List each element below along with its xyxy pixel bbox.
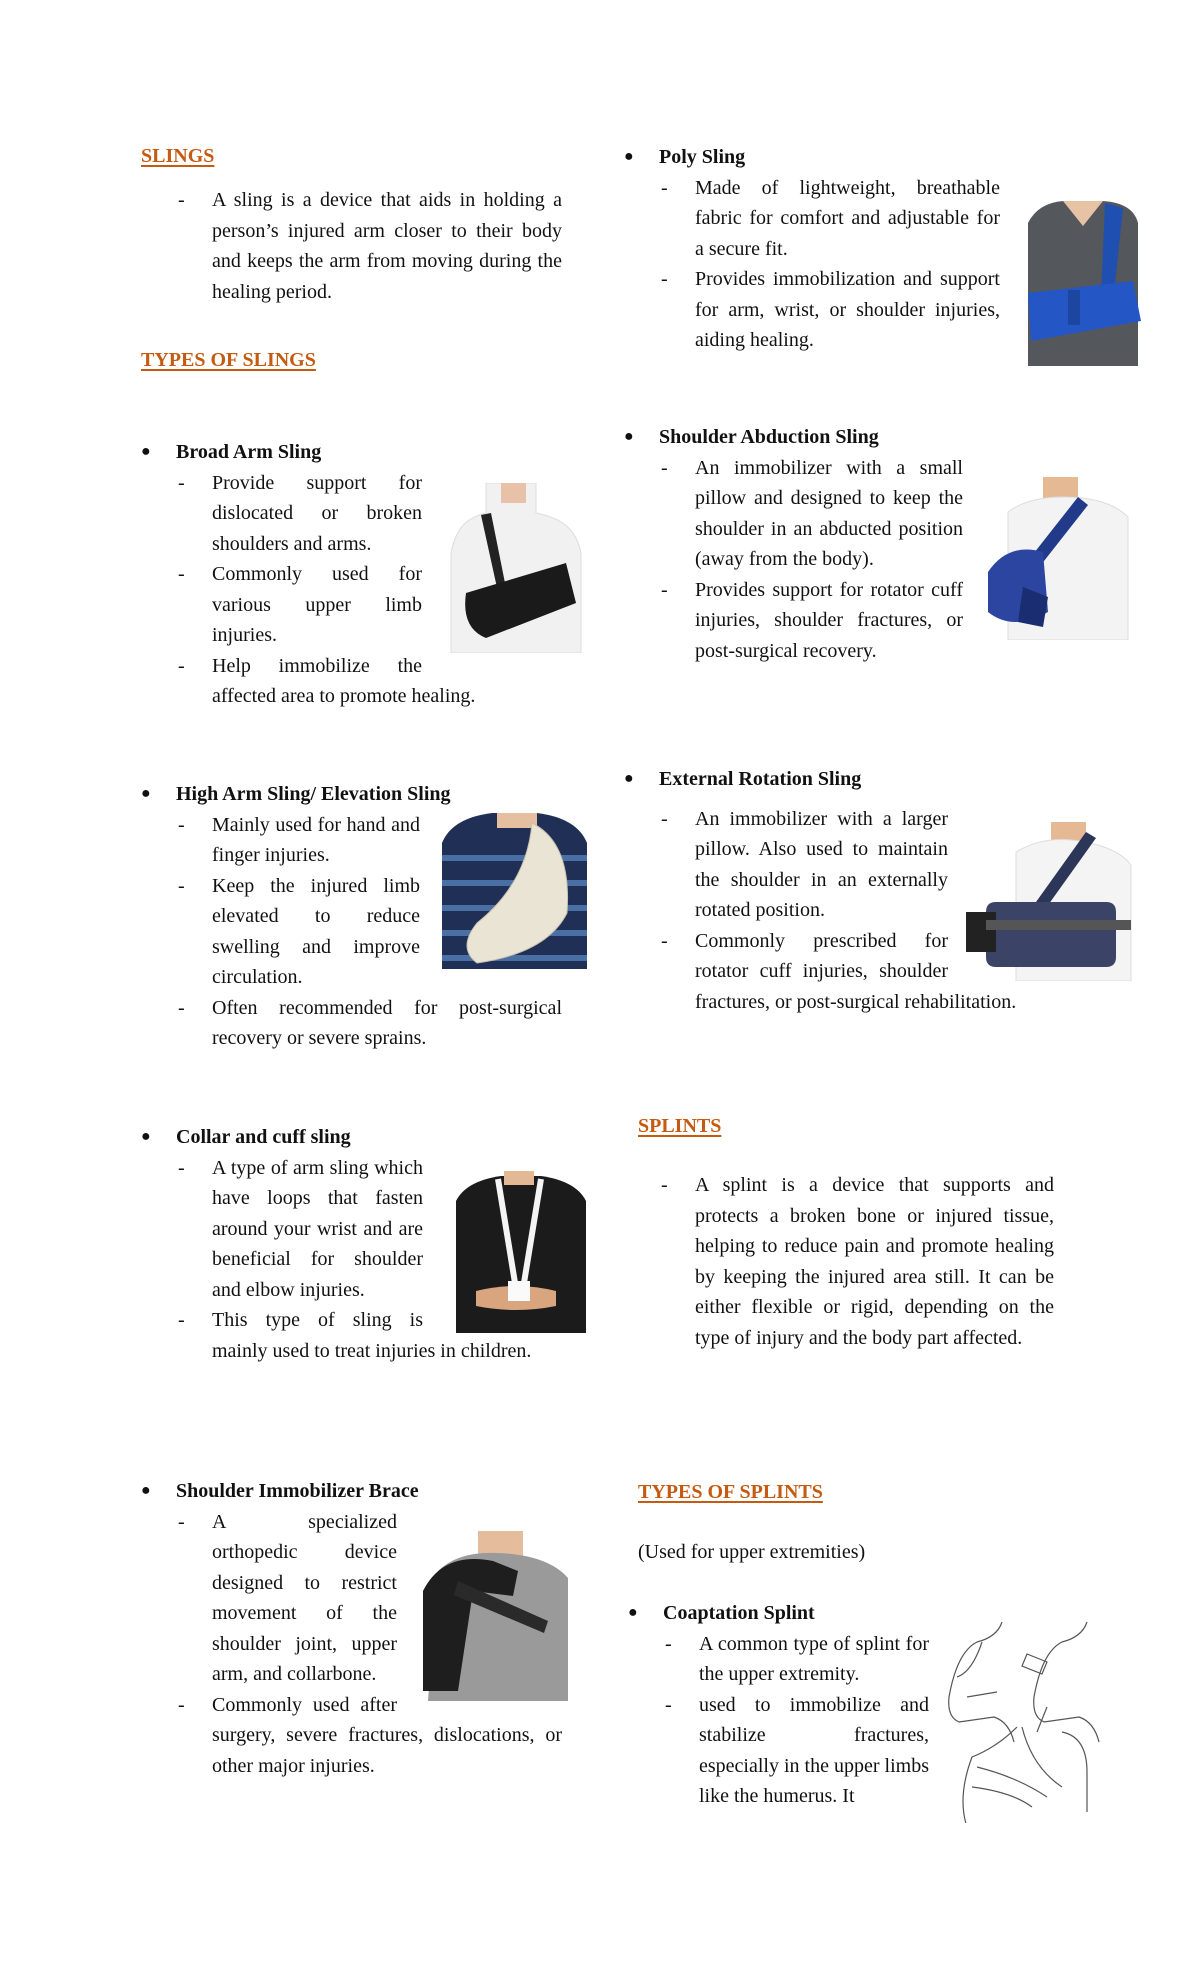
dash-bullet: -: [661, 456, 668, 479]
dash-bullet: -: [661, 807, 668, 830]
list-item: [178, 1690, 562, 1782]
slings-heading: SLINGS: [141, 145, 215, 167]
types-of-splints-heading: TYPES OF SPLINTS: [638, 1481, 823, 1503]
shoulder-abduction-sling-item: [624, 422, 1054, 666]
dash-bullet: -: [661, 268, 668, 290]
dash-bullet: -: [178, 471, 185, 494]
bullet-icon: ●: [624, 148, 634, 165]
poly-sling-item: [624, 142, 1054, 366]
dash-bullet: -: [178, 813, 185, 836]
point-text: Provide support for dislocated or broken shoulders and arms.: [212, 471, 422, 555]
external-rotation-sling-item: [624, 764, 1054, 1017]
list-item: [661, 173, 1054, 265]
list-item: [178, 1507, 562, 1690]
dash-bullet: -: [178, 996, 185, 1019]
point-text: Commonly prescribed for rotator cuff injuries, shoulder fractures, or post-surgical rehabilitation.: [695, 929, 1017, 1013]
item-title: Poly Sling: [659, 146, 746, 168]
bullet-icon: ●: [141, 1482, 151, 1499]
collar-and-cuff-sling-item: [141, 1122, 562, 1366]
list-item: [178, 871, 562, 993]
point-text: Commonly used after surgery, severe fractures, dislocations, or other major injuries.: [212, 1693, 562, 1777]
point-text: Commonly used for various upper limb injuries.: [212, 563, 422, 646]
point-text: Often recommended for post-surgical recovery or severe sprains.: [212, 996, 562, 1049]
splints-definition: [661, 1170, 1054, 1353]
definition-text: A sling is a device that aids in holding a person’s injured arm closer to their body and keeps the arm from moving during the healing period.: [212, 189, 562, 303]
list-item: [661, 575, 1054, 667]
dash-bullet: -: [178, 874, 185, 897]
point-text: Made of lightweight, breathable fabric for comfort and adjustable for a secure fit.: [695, 176, 1000, 260]
bullet-icon: ●: [624, 770, 634, 787]
point-text: Provides support for rotator cuff injuries, shoulder fractures, or post-surgical recovery.: [695, 578, 963, 662]
point-text: Keep the injured limb elevated to reduce swelling and improve circulation.: [212, 874, 420, 988]
bullet-icon: ●: [141, 1128, 151, 1145]
bullet-icon: ●: [141, 785, 151, 802]
point-text: used to immobilize and stabilize fractures, especially in the upper limbs like the humerus. It: [699, 1693, 929, 1807]
coaptation-splint-item: [628, 1598, 1054, 1823]
item-title: Coaptation Splint: [663, 1602, 815, 1624]
dash-bullet: -: [661, 1174, 668, 1196]
dash-bullet: -: [665, 1693, 672, 1716]
item-title: Shoulder Abduction Sling: [659, 426, 879, 448]
point-text: A type of arm sling which have loops that fasten around your wrist and are beneficial for shoulder and elbow injuries.: [212, 1156, 423, 1301]
list-item: [178, 810, 562, 871]
list-item: [178, 468, 562, 560]
splints-heading: SPLINTS: [638, 1115, 722, 1137]
list-item: [178, 1305, 562, 1366]
item-title: External Rotation Sling: [659, 768, 862, 790]
item-title: Shoulder Immobilizer Brace: [176, 1480, 419, 1502]
list-item: [665, 1690, 1054, 1812]
list-item: [661, 264, 1054, 356]
list-item: [661, 926, 1054, 1018]
list-item: [178, 1153, 562, 1306]
item-title: High Arm Sling/ Elevation Sling: [176, 783, 451, 805]
dash-bullet: -: [178, 189, 185, 211]
dash-bullet: -: [178, 1309, 185, 1331]
slings-definition: [178, 185, 562, 307]
point-text: A specialized orthopedic device designed to restrict movement of the shoulder joint, upper arm, and collarbone.: [212, 1510, 397, 1685]
types-of-slings-heading: TYPES OF SLINGS: [141, 349, 316, 371]
point-text: Mainly used for hand and finger injuries.: [212, 813, 420, 866]
list-item: [178, 559, 562, 651]
list-item: [178, 993, 562, 1054]
high-arm-sling-item: [141, 779, 562, 1054]
list-item: [178, 185, 562, 307]
dash-bullet: -: [178, 563, 185, 585]
dash-bullet: -: [661, 176, 668, 199]
list-item: [661, 804, 1054, 926]
bullet-icon: ●: [624, 428, 634, 445]
bullet-icon: ●: [141, 443, 151, 460]
point-text: An immobilizer with a larger pillow. Also used to maintain the shoulder in an externally rotated position.: [695, 807, 948, 921]
bullet-icon: ●: [628, 1604, 638, 1621]
dash-bullet: -: [178, 654, 185, 677]
dash-bullet: -: [661, 578, 668, 601]
point-text: A common type of splint for the upper extremity.: [699, 1632, 929, 1685]
definition-text: A splint is a device that supports and protects a broken bone or injured tissue, helping to reduce pain and promote healing by keeping the injured area still. It can be either flexible or rigid, depending on the type of injury and the body part affected.: [695, 1174, 1054, 1349]
point-text: An immobilizer with a small pillow and designed to keep the shoulder in an abducted position (away from the body).: [695, 456, 963, 570]
item-title: Collar and cuff sling: [176, 1126, 351, 1148]
item-title: Broad Arm Sling: [176, 441, 322, 463]
dash-bullet: -: [178, 1693, 185, 1716]
list-item: [661, 1170, 1054, 1353]
list-item: [665, 1629, 1054, 1690]
dash-bullet: -: [661, 929, 668, 952]
dash-bullet: -: [178, 1510, 185, 1533]
list-item: [178, 651, 562, 712]
point-text: This type of sling is mainly used to treat injuries in children.: [212, 1309, 532, 1362]
splints-subtitle: (Used for upper extremities): [638, 1541, 866, 1563]
point-text: Provides immobilization and support for arm, wrist, or shoulder injuries, aiding healing.: [695, 268, 1000, 351]
dash-bullet: -: [665, 1632, 672, 1655]
shoulder-immobilizer-brace-item: [141, 1476, 562, 1781]
list-item: [661, 453, 1054, 575]
dash-bullet: -: [178, 1156, 185, 1179]
point-text: Help immobilize the affected area to promote healing.: [212, 654, 476, 707]
broad-arm-sling-item: [141, 437, 562, 712]
